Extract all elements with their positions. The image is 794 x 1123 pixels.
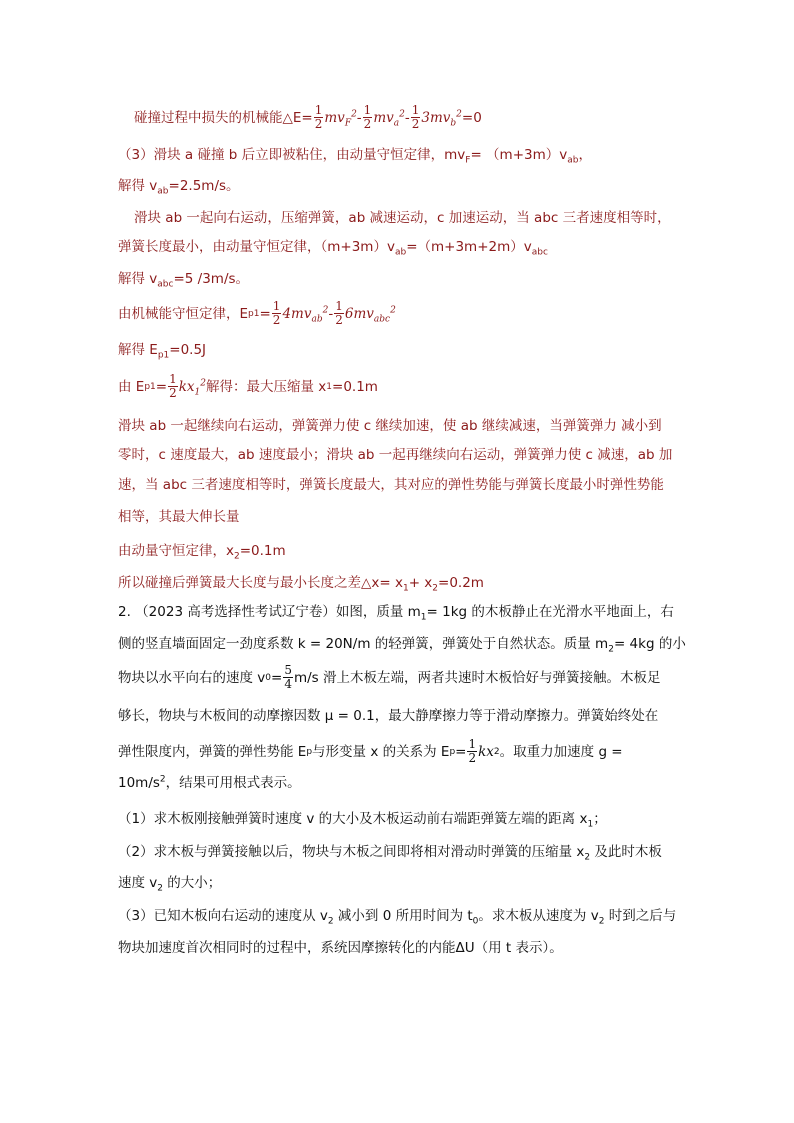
problem-2-line-4: 够长，物块与木板间的动摩擦因数 μ = 0.1，最大静摩擦力等于滑动摩擦力。弹簧始终处在	[118, 708, 659, 724]
fraction-half: $\frac{1}{2}$	[272, 299, 281, 327]
problem-2-line-2: 侧的竖直墙面固定一劲度系数 k = 20N/m 的轻弹簧，弹簧处于自然状态。质量 $m_2= 4kg$ 的小	[118, 636, 686, 655]
fraction-half: $\frac{1}{2}$	[468, 737, 477, 765]
fraction-half: $\frac{1}{2}$	[314, 103, 323, 131]
paragraph-extension-4: 相等，其最大伸长量	[118, 509, 240, 525]
question-2-cont: 速度 $v_2$ 的大小；	[118, 875, 222, 894]
fraction-half: $\frac{1}{2}$	[169, 372, 177, 400]
energy-loss-label: 碰撞过程中损失的机械能△E=	[134, 109, 313, 126]
problem-2-line-5: 弹性限度内，弹簧的弹性势能 E p 与形变量 x 的关系为 E p = $\frac{1}{2}$ kx 2 。取重力加速度 g =	[118, 737, 623, 765]
energy-conservation-line: 由机械能守恒定律，E p1 = $\frac{1}{2}$ 4mv $_{ab}^2$ - $\frac{1}{2}$ 6mv $_{abc}^2$	[118, 299, 396, 327]
result-vab: 解得 $v_{ab}=2.5m/s$。	[118, 178, 240, 197]
result-delta-x: 所以碰撞后弹簧最大长度与最小长度之差△x= $x_1+ x_2=0.2m$	[118, 575, 484, 594]
momentum-line-1: （3）滑块 a 碰撞 b 后立即被粘住，由动量守恒定律，$mv_F= (m+3m)v_{ab}$，	[118, 147, 592, 166]
result-vabc: 解得 $v_{abc}=5$ /3m/s。	[118, 271, 250, 290]
paragraph-extension-2: 零时，c 速度最大，ab 速度最小；滑块 ab 一起再继续向右运动，弹簧弹力使 c 减速，ab 加	[118, 447, 673, 463]
fraction-5-4: $\frac{5}{4}$	[284, 663, 292, 691]
term-mvF: mv	[324, 109, 345, 126]
problem-2-line-1: 2. （2023 高考选择性考试辽宁卷）如图，质量 $m_1= 1kg$ 的木板静止在光滑水平地面上，右	[118, 604, 674, 623]
fraction-half: $\frac{1}{2}$	[363, 103, 372, 131]
term-3mvb: 3mv	[421, 109, 451, 126]
fraction-half: $\frac{1}{2}$	[411, 103, 420, 131]
fraction-half: $\frac{1}{2}$	[335, 299, 343, 327]
question-1: （1）求木板刚接触弹簧时速度 v 的大小及木板运动前右端距弹簧左端的距离 $x_1$；	[118, 811, 607, 830]
question-3-cont: 物块加速度首次相同时的过程中，系统因摩擦转化的内能ΔU（用 t 表示）。	[118, 940, 563, 956]
energy-loss-line: 碰撞过程中损失的机械能△E= $\frac{1}{2}$ mv $_F^2$ - $\frac{1}{2}$ mv $_a^2$ - $\frac{1}{2}$ 3mv $_b^2$ =0	[134, 103, 482, 131]
paragraph-compress: 滑块 ab 一起向右运动，压缩弹簧，ab 减速运动，c 加速运动，当 abc 三者速度相等时，	[134, 210, 671, 226]
max-compression-line: 由 E p1 = $\frac{1}{2}$ kx $_1^2$ 解得：最大压缩量 x 1 =0.1m	[118, 372, 378, 400]
result-ep1: 解得 $E_{p1}=0.5J$	[118, 342, 207, 361]
problem-2-line-6: $10m/s^2$，结果可用根式表示。	[118, 774, 301, 791]
term-mva: mv	[373, 109, 394, 126]
momentum-line-2: 弹簧长度最小，由动量守恒定律，$(m+3m)v_{ab}=(m+3m+2m)v_{abc}$	[118, 239, 548, 258]
problem-2-line-3: 物块以水平向右的速度 v 0 = $\frac{5}{4}$ m/s 滑上木板左端，两者共速时木板恰好与弹簧接触。木板足	[118, 663, 661, 691]
paragraph-extension-3: 速，当 abc 三者速度相等时，弹簧长度最大，其对应的弹性势能与弹簧长度最小时弹性势能	[118, 477, 664, 493]
question-2: （2）求木板与弹簧接触以后，物块与木板之间即将相对滑动时弹簧的压缩量 $x_2$ 及此时木板	[118, 844, 662, 863]
paragraph-extension-1: 滑块 ab 一起继续向右运动，弹簧弹力使 c 继续加速，使 ab 继续减速，当弹簧弹力 减小到	[118, 418, 662, 434]
question-3: （3）已知木板向右运动的速度从 $v_2$ 减小到 0 所用时间为 $t_0$。求木板从速度为 $v_2$ 时到之后与	[118, 908, 677, 927]
result-x2: 由动量守恒定律，$x_2=0.1m$	[118, 543, 286, 562]
